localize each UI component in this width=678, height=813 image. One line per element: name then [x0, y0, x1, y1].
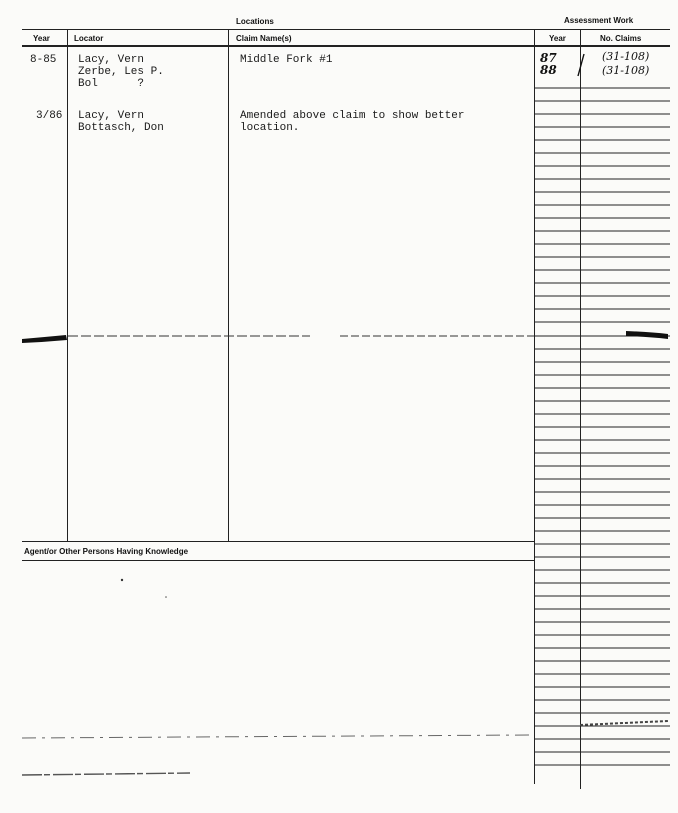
row1-locator: Lacy, Vern Zerbe, Les P. Bol ? [78, 54, 164, 90]
locations-heading: Locations [236, 17, 274, 26]
assessment-work-heading: Assessment Work [564, 16, 634, 25]
row2-year: 3/86 [36, 110, 63, 122]
row2-claim: Amended above claim to show better location. [240, 110, 465, 134]
aw-claims-entry-2: (31-108) [602, 64, 650, 77]
agent-label: Agent/or Other Persons Having Knowledge [24, 547, 189, 556]
year-locator-divider [67, 29, 68, 541]
mid-dashed-rule [0, 325, 678, 345]
col-locator-header: Locator [74, 34, 104, 43]
col-aw-year-header: Year [549, 34, 566, 43]
aw-years-handwritten: 87 88 [540, 51, 557, 77]
aw-claims-entry-1: (31-108) [602, 50, 650, 63]
row1-year: 8-85 [30, 54, 57, 66]
locator-claim-divider [228, 29, 229, 541]
col-claim-names-header: Claim Name(s) [236, 34, 292, 43]
row1-claim: Middle Fork #1 [240, 54, 333, 66]
header-top-rule [22, 29, 670, 30]
scan-noise-marks [0, 575, 678, 800]
agent-top-rule [22, 541, 534, 542]
col-year-header: Year [33, 34, 50, 43]
col-no-claims-header: No. Claims [600, 34, 642, 43]
agent-bottom-rule [22, 560, 534, 561]
row2-locator: Lacy, Vern Bottasch, Don [78, 110, 164, 134]
